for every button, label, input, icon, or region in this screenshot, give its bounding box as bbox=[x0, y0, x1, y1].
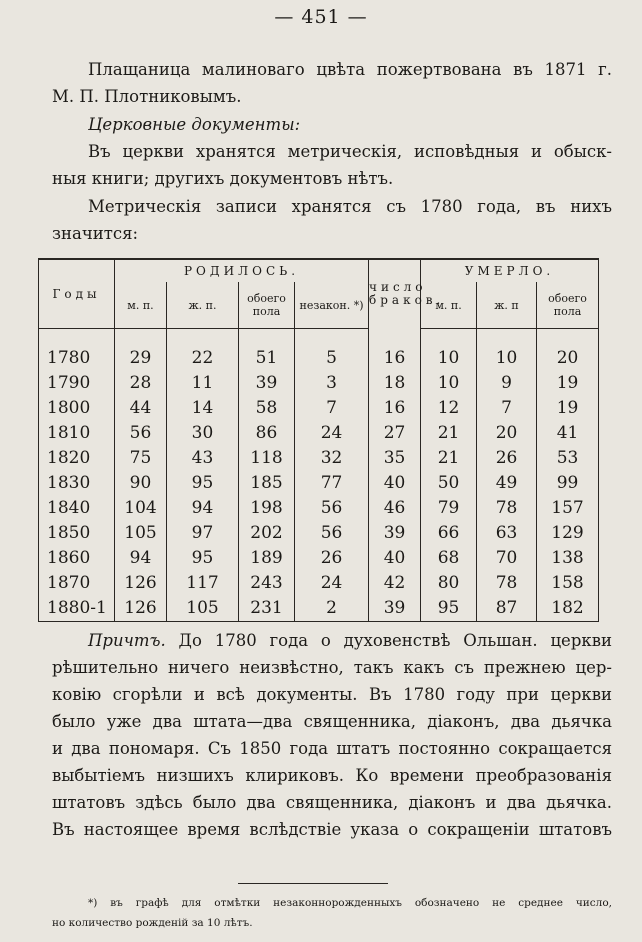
text-line: Метрическія записи хранятся съ 1780 года, въ нихъ bbox=[88, 197, 612, 216]
table-cell-year: 1850 bbox=[39, 521, 115, 546]
table-cell: 78 bbox=[477, 496, 537, 521]
table-cell: 40 bbox=[369, 471, 421, 496]
table-cell: 50 bbox=[421, 471, 477, 496]
column-header-female: ж. п. bbox=[167, 282, 239, 329]
text-line bbox=[52, 627, 612, 654]
metric-records-table bbox=[38, 258, 599, 622]
text-line: значится: bbox=[52, 224, 139, 243]
table-cell: 68 bbox=[421, 546, 477, 571]
footnote-line: *) въ графѣ для отмѣтки незаконнорожденныхъ обозначено не среднее число, bbox=[88, 897, 612, 909]
table-cell: 95 bbox=[167, 471, 239, 496]
table-cell: 126 bbox=[115, 571, 167, 596]
column-header-male-died: м. п. bbox=[421, 282, 477, 329]
table-cell-year: 1830 bbox=[39, 471, 115, 496]
table-cell: 97 bbox=[167, 521, 239, 546]
table-row bbox=[39, 446, 599, 471]
table-cell: 21 bbox=[421, 446, 477, 471]
table-cell: 32 bbox=[295, 446, 369, 471]
paragraph-books bbox=[52, 138, 612, 192]
table-cell: 39 bbox=[369, 521, 421, 546]
table-cell: 243 bbox=[239, 571, 295, 596]
table-cell: 75 bbox=[115, 446, 167, 471]
table-cell: 27 bbox=[369, 421, 421, 446]
table-cell: 56 bbox=[295, 521, 369, 546]
table-cell: 14 bbox=[167, 396, 239, 421]
table-row bbox=[39, 496, 599, 521]
table-cell: 46 bbox=[369, 496, 421, 521]
table-cell: 26 bbox=[295, 546, 369, 571]
table-cell: 129 bbox=[537, 521, 599, 546]
text-line: ковію сгорѣли и всѣ документы. Въ 1780 году при церкви bbox=[52, 685, 612, 704]
column-header-both-died: обоего пола bbox=[537, 282, 599, 329]
table-cell: 95 bbox=[167, 546, 239, 571]
table-cell: 10 bbox=[421, 346, 477, 371]
table-cell: 56 bbox=[295, 496, 369, 521]
table-cell: 138 bbox=[537, 546, 599, 571]
table-cell: 231 bbox=[239, 596, 295, 622]
section-heading bbox=[52, 111, 612, 138]
column-header-years: Годы bbox=[39, 259, 115, 329]
table-cell: 43 bbox=[167, 446, 239, 471]
clergy-first-line: До 1780 года о духовенствѣ Ольшан. церкви bbox=[178, 631, 612, 650]
footnote bbox=[52, 893, 612, 933]
text-line: Въ настоящее время вслѣдствіе указа о сокращеніи штатовъ bbox=[52, 820, 612, 839]
page-number: — 451 — bbox=[274, 6, 368, 28]
table-cell: 79 bbox=[421, 496, 477, 521]
table-cell: 58 bbox=[239, 396, 295, 421]
table-cell: 39 bbox=[369, 596, 421, 622]
column-header-female-died: ж. п bbox=[477, 282, 537, 329]
table-cell-year: 1800 bbox=[39, 396, 115, 421]
table-cell: 44 bbox=[115, 396, 167, 421]
table-cell-year: 1810 bbox=[39, 421, 115, 446]
table-row bbox=[39, 421, 599, 446]
table-cell: 105 bbox=[115, 521, 167, 546]
text-line: ныя книги; другихъ документовъ нѣтъ. bbox=[52, 169, 394, 188]
table-cell: 3 bbox=[295, 371, 369, 396]
table-cell: 10 bbox=[477, 346, 537, 371]
table-cell: 19 bbox=[537, 396, 599, 421]
table-cell: 10 bbox=[421, 371, 477, 396]
footnote-line: но количество рожденій за 10 лѣтъ. bbox=[52, 917, 253, 929]
table-cell: 40 bbox=[369, 546, 421, 571]
table-cell: 19 bbox=[537, 371, 599, 396]
table-cell: 90 bbox=[115, 471, 167, 496]
paragraph-shroud bbox=[52, 56, 612, 110]
table-cell: 185 bbox=[239, 471, 295, 496]
table-cell: 87 bbox=[477, 596, 537, 622]
table-cell: 80 bbox=[421, 571, 477, 596]
group-header-born: РОДИЛОСЬ. bbox=[115, 259, 369, 282]
table-cell: 20 bbox=[477, 421, 537, 446]
table-cell: 189 bbox=[239, 546, 295, 571]
table-cell: 7 bbox=[295, 396, 369, 421]
table-cell: 22 bbox=[167, 346, 239, 371]
table-cell: 12 bbox=[421, 396, 477, 421]
table-row bbox=[39, 346, 599, 371]
table-cell: 105 bbox=[167, 596, 239, 622]
table-cell: 126 bbox=[115, 596, 167, 622]
text-line: рѣшительно ничего неизвѣстно, такъ какъ съ прежнею цер- bbox=[52, 658, 612, 677]
table-cell: 5 bbox=[295, 346, 369, 371]
table-row bbox=[39, 471, 599, 496]
table-cell: 63 bbox=[477, 521, 537, 546]
table-cell: 41 bbox=[537, 421, 599, 446]
table-cell: 86 bbox=[239, 421, 295, 446]
text-line: штатовъ здѣсь было два священника, діаконъ и два дьячка. bbox=[52, 793, 612, 812]
table-cell: 118 bbox=[239, 446, 295, 471]
text-line: было уже два штата—два священника, діаконъ, два дьячка bbox=[52, 712, 612, 731]
table-cell: 94 bbox=[115, 546, 167, 571]
table-cell: 18 bbox=[369, 371, 421, 396]
column-header-marriages: число браков. bbox=[369, 259, 421, 329]
section-title-docs: Церковные документы: bbox=[88, 115, 301, 134]
table-cell: 53 bbox=[537, 446, 599, 471]
table-cell: 94 bbox=[167, 496, 239, 521]
table-cell-year: 1820 bbox=[39, 446, 115, 471]
table-row bbox=[39, 521, 599, 546]
table-cell: 66 bbox=[421, 521, 477, 546]
table-cell: 77 bbox=[295, 471, 369, 496]
table-cell: 9 bbox=[477, 371, 537, 396]
table-cell: 198 bbox=[239, 496, 295, 521]
text-line: Плащаница малиноваго цвѣта пожертвована въ 1871 г. bbox=[88, 60, 612, 79]
table-cell: 16 bbox=[369, 396, 421, 421]
table-cell: 70 bbox=[477, 546, 537, 571]
table-cell: 26 bbox=[477, 446, 537, 471]
column-header-male: м. п. bbox=[115, 282, 167, 329]
table-row bbox=[39, 596, 599, 622]
table-cell: 30 bbox=[167, 421, 239, 446]
table-cell: 24 bbox=[295, 421, 369, 446]
table-cell: 95 bbox=[421, 596, 477, 622]
table-cell: 24 bbox=[295, 571, 369, 596]
table-cell-year: 1780 bbox=[39, 346, 115, 371]
table-cell: 158 bbox=[537, 571, 599, 596]
table-cell: 35 bbox=[369, 446, 421, 471]
table-cell: 16 bbox=[369, 346, 421, 371]
table-cell: 49 bbox=[477, 471, 537, 496]
table-cell: 104 bbox=[115, 496, 167, 521]
table-cell: 202 bbox=[239, 521, 295, 546]
text-line: и два пономаря. Съ 1850 года штатъ постоянно сокращается bbox=[52, 739, 612, 758]
table-cell: 28 bbox=[115, 371, 167, 396]
table-cell: 42 bbox=[369, 571, 421, 596]
clergy-lead: Причтъ. bbox=[88, 631, 166, 650]
table-cell-year: 1860 bbox=[39, 546, 115, 571]
table-cell-year: 1790 bbox=[39, 371, 115, 396]
footnote-divider bbox=[238, 883, 388, 884]
paragraph-records bbox=[52, 193, 612, 247]
table-cell: 20 bbox=[537, 346, 599, 371]
table-cell-year: 1870 bbox=[39, 571, 115, 596]
column-header-illegitimate: незакон. *) bbox=[295, 282, 369, 329]
table-cell: 7 bbox=[477, 396, 537, 421]
text-line: Въ церкви хранятся метрическія, исповѣдныя и обыск- bbox=[88, 142, 612, 161]
text-line: М. П. Плотниковымъ. bbox=[52, 87, 242, 106]
table-row bbox=[39, 546, 599, 571]
column-header-both: обоего пола bbox=[239, 282, 295, 329]
table-cell: 157 bbox=[537, 496, 599, 521]
table-cell: 182 bbox=[537, 596, 599, 622]
group-header-died: УМЕРЛО. bbox=[421, 259, 599, 282]
table-cell: 2 bbox=[295, 596, 369, 622]
table-cell-year: 1880-1 bbox=[39, 596, 115, 622]
text-line: выбытіемъ низшихъ клириковъ. Ко времени преобразованія bbox=[52, 766, 612, 785]
table-cell: 39 bbox=[239, 371, 295, 396]
table-cell: 78 bbox=[477, 571, 537, 596]
paragraph-clergy bbox=[52, 627, 612, 843]
table-cell-year: 1840 bbox=[39, 496, 115, 521]
table-cell: 21 bbox=[421, 421, 477, 446]
table-row bbox=[39, 571, 599, 596]
table-cell: 117 bbox=[167, 571, 239, 596]
table-row bbox=[39, 371, 599, 396]
table-row bbox=[39, 396, 599, 421]
table-cell: 29 bbox=[115, 346, 167, 371]
table-cell: 11 bbox=[167, 371, 239, 396]
table-cell: 99 bbox=[537, 471, 599, 496]
table-cell: 51 bbox=[239, 346, 295, 371]
table-cell: 56 bbox=[115, 421, 167, 446]
